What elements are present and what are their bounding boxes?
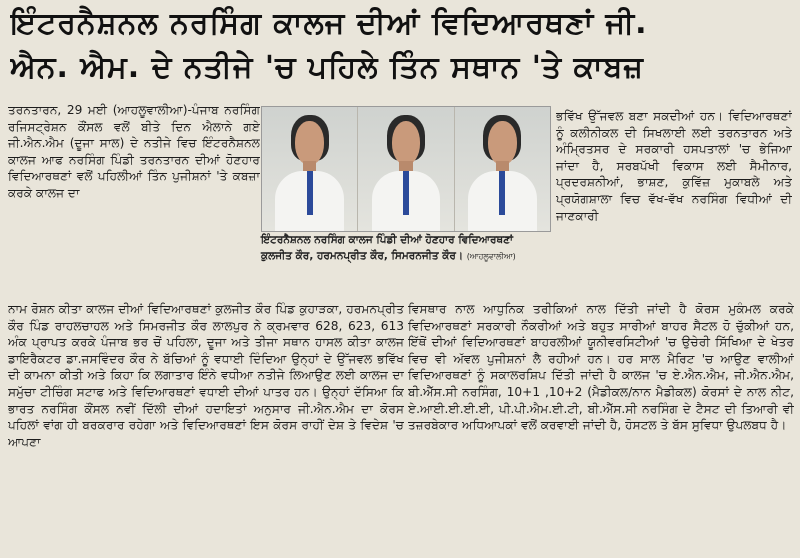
article-text-left: ਤਰਨਤਾਰਨ, 29 ਮਈ (ਆਹਲੂਵਾਲੀਆ)-ਪੰਜਾਬ ਨਰਸਿੰਗ ਰਜਿਸਟ੍ਰੇਸ਼ਨ ਕੌਂਸਲ ਵਲੋਂ ਬੀਤੇ ਦਿਨ ਐਲਾਨੇ ਗਏ ਜੀ.ਐਨ.ਐਮ (ਦੂਜਾ ਸਾਲ) ਦੇ ਨਤੀਜੇ ਵਿਚ ਇੰਟਰਨੈਸ਼ਨਲ ਕਾਲਜ ਆਫ ਨਰਸਿੰਗ ਪਿੰਡੀ ਤਰਨਤਾਰਨ ਦੀਆਂ ਹੋਣਹਾਰ ਵਿਦਿਆਰਥਣਾਂ ਵਲੋਂ ਪਹਿਲੀਆਂ ਤਿੰਨ ਪੁਜੀਸ਼ਨਾਂ 'ਤੇ ਕਬਜ਼ਾ ਕਰਕੇ ਕਾਲਜ ਦਾ: [8, 103, 260, 200]
photo-caption-line-2: ਕੁਲਜੀਤ ਕੌਰ, ਹਰਮਨਪ੍ਰੀਤ ਕੌਰ, ਸਿਮਰਨਜੀਤ ਕੌਰ।: [261, 250, 464, 262]
article-column-bottom-left: [8, 301, 404, 553]
photo-caption: [261, 232, 551, 265]
article-text-right: ਭਵਿੱਖ ਉੱਜਵਲ ਬਣਾ ਸਕਦੀਆਂ ਹਨ। ਵਿਦਿਆਰਥਣਾਂ ਨੂੰ ਕਲੀਨੀਕਲ ਦੀ ਸਿਖਲਾਈ ਲਈ ਤਰਨਤਾਰਨ ਅਤੇ ਅੰਮ੍ਰਿਤਸਰ ਦੇ ਸਰਕਾਰੀ ਹਸਪਤਾਲਾਂ 'ਚ ਭੇਜਿਆ ਜਾਂਦਾ ਹੈ, ਸਰਬਪੱਖੀ ਵਿਕਾਸ ਲਈ ਸੈਮੀਨਾਰ, ਪ੍ਰਦਰਸ਼ਨੀਆਂ, ਭਾਸ਼ਣ, ਕੁਵਿੱਜ਼ ਮੁਕਾਬਲੇ ਅਤੇ ਪ੍ਰਯੋਗਸ਼ਾਲਾ ਵਿਚ ਵੱਖ-ਵੱਖ ਨਰਸਿੰਗ ਵਿਧੀਆਂ ਦੀ ਜਾਣਕਾਰੀ: [556, 109, 792, 223]
article-column-right: [556, 108, 792, 298]
photo-caption-line-1: ਇੰਟਰਨੈਸ਼ਨਲ ਨਰਸਿੰਗ ਕਾਲਜ ਪਿੰਡੀ ਦੀਆਂ ਹੋਣਹਾਰ ਵਿਦਿਆਰਥਣਾਂ: [261, 234, 514, 246]
student-photos: [261, 106, 551, 232]
photo-credit: (ਆਹਲੂਵਾਲੀਆ): [466, 252, 516, 261]
headline: [10, 2, 790, 90]
student-photo-2: [358, 107, 454, 231]
article-text-bottom-right: ਵਿਸਥਾਰ ਨਾਲ ਆਧੁਨਿਕ ਤਰੀਕਿਆਂ ਨਾਲ ਦਿੱਤੀ ਜਾਂਦੀ ਹੈ ਕੋਰਸ ਮੁਕੰਮਲ ਕਰਕੇ ਵਿਦਿਆਰਥਣਾਂ ਸਰਕਾਰੀ ਨੌਕਰੀਆਂ ਅਤੇ ਬਹੁਤ ਸਾਰੀਆਂ ਬਾਹਰ ਸੈਟਲ ਹੋ ਚੁੱਕੀਆਂ ਹਨ, ਇੱਥੋਂ ਦੀਆਂ ਵਿਦਿਆਰਥਣਾਂ ਬਾਹਰਲੀਆਂ ਯੂਨੀਵਰਸਿਟੀਆਂ 'ਚ ਉਚੇਰੀ ਸਿੱਖਿਆ ਦੇ ਖੇਤਰ ਵਿਚ ਵੀ ਅੱਵਲ ਪੁਜੀਸ਼ਨਾਂ ਲੈ ਰਹੀਆਂ ਹਨ। ਹਰ ਸਾਲ ਮੈਰਿਟ 'ਚ ਆਉਣ ਵਾਲੀਆਂ ਵਿਦਿਆਰਥਣਾਂ ਨੂੰ ਸਕਾਲਰਸ਼ਿਪ ਦਿੱਤੀ ਜਾਂਦੀ ਹੈ ਕਾਲਜ 'ਚ ਏ.ਐਨ.ਐਮ, ਜੀ.ਐਨ.ਐਮ, ਬੀ.ਐੱਸ.ਸੀ ਨਰਸਿੰਗ, 10+1 ,10+2 (ਮੈਡੀਕਲ/ਨਾਨ ਮੈਡੀਕਲ) ਕੋਰਸਾਂ ਦੇ ਨਾਲ ਨੀਟ, ਏ.ਆਈ.ਈ.ਈ.ਈ, ਪੀ.ਪੀ.ਐਮ.ਈ.ਟੀ, ਬੀ.ਐੱਸ.ਸੀ ਨਰਸਿੰਗ ਦੇ ਟੈਸਟ ਦੀ ਤਿਆਰੀ ਵੀ ਤਜ਼ਰਬੇਕਾਰ ਅਧਿਆਪਕਾਂ ਵਲੋਂ ਕਰਵਾਈ ਜਾਂਦੀ ਹੈ, ਹੋਸਟਲ ਤੇ ਬੱਸ ਸੁਵਿਧਾ ਉਪਲਬਧ ਹੈ।: [408, 302, 794, 433]
student-photo-3: [455, 107, 550, 231]
article-column-left: [8, 102, 260, 302]
student-photo-1: [262, 107, 358, 231]
headline-line-2: ਐਨ. ਐਮ. ਦੇ ਨਤੀਜੇ 'ਚ ਪਹਿਲੇ ਤਿੰਨ ਸਥਾਨ 'ਤੇ ਕਾਬਜ਼: [10, 50, 644, 85]
headline-line-1: ਇੰਟਰਨੈਸ਼ਨਲ ਨਰਸਿੰਗ ਕਾਲਜ ਦੀਆਂ ਵਿਦਿਆਰਥਣਾਂ ਜੀ.: [10, 6, 648, 41]
article-text-bottom-left: ਨਾਮ ਰੋਸ਼ਨ ਕੀਤਾ ਕਾਲਜ ਦੀਆਂ ਵਿਦਿਆਰਥਣਾਂ ਕੁਲਜੀਤ ਕੌਰ ਪਿੰਡ ਕੁਹਾੜਕਾ, ਹਰਮਨਪ੍ਰੀਤ ਕੌਰ ਪਿੰਡ ਰਾਹਲਚਾਹਲ ਅਤੇ ਸਿਮਰਜੀਤ ਕੌਰ ਲਾਲਪੁਰ ਨੇ ਕ੍ਰਮਵਾਰ 628, 623, 613 ਅੰਕ ਪ੍ਰਾਪਤ ਕਰਕੇ ਪੰਜਾਬ ਭਰ ਚੋਂ ਪਹਿਲਾ, ਦੂਜਾ ਅਤੇ ਤੀਜਾ ਸਥਾਨ ਹਾਸਲ ਕੀਤਾ ਕਾਲਜ ਡਾਇਰੈਕਟਰ ਡਾ.ਜਸਵਿੰਦਰ ਕੌਰ ਨੇ ਬੱਚਿਆਂ ਨੂੰ ਵਧਾਈ ਦਿੰਦਿਆ ਉਨ੍ਹਾਂ ਦੇ ਉੱਜਵਲ ਭਵਿੱਖ ਦੀ ਕਾਮਨਾ ਕੀਤੀ ਅਤੇ ਕਿਹਾ ਕਿ ਲਗਾਤਾਰ ਇੰਨੇ ਵਧੀਆ ਨਤੀਜੇ ਲਿਆਉਣ ਲਈ ਕਾਲਜ ਦਾ ਸਮੁੱਚਾ ਟੀਚਿੰਗ ਸਟਾਫ ਅਤੇ ਵਿਦਿਆਰਥਣਾਂ ਵਧਾਈ ਦੀਆਂ ਪਾਤਰ ਹਨ। ਉਨ੍ਹਾਂ ਦੱਸਿਆ ਕਿ ਭਾਰਤ ਨਰਸਿੰਗ ਕੌਂਸਲ ਨਵੀਂ ਦਿੱਲੀ ਦੀਆਂ ਹਦਾਇਤਾਂ ਅਨੁਸਾਰ ਜੀ.ਐਨ.ਐਮ ਦਾ ਕੋਰਸ ਪਹਿਲਾਂ ਵਾਂਗ ਹੀ ਬਰਕਰਾਰ ਰਹੇਗਾ ਅਤੇ ਵਿਦਿਆਰਥਣਾਂ ਇਸ ਕੋਰਸ ਰਾਹੀਂ ਦੇਸ਼ ਤੇ ਵਿਦੇਸ਼ 'ਚ ਆਪਣਾ: [8, 302, 404, 449]
article-column-bottom-right: [408, 301, 794, 553]
